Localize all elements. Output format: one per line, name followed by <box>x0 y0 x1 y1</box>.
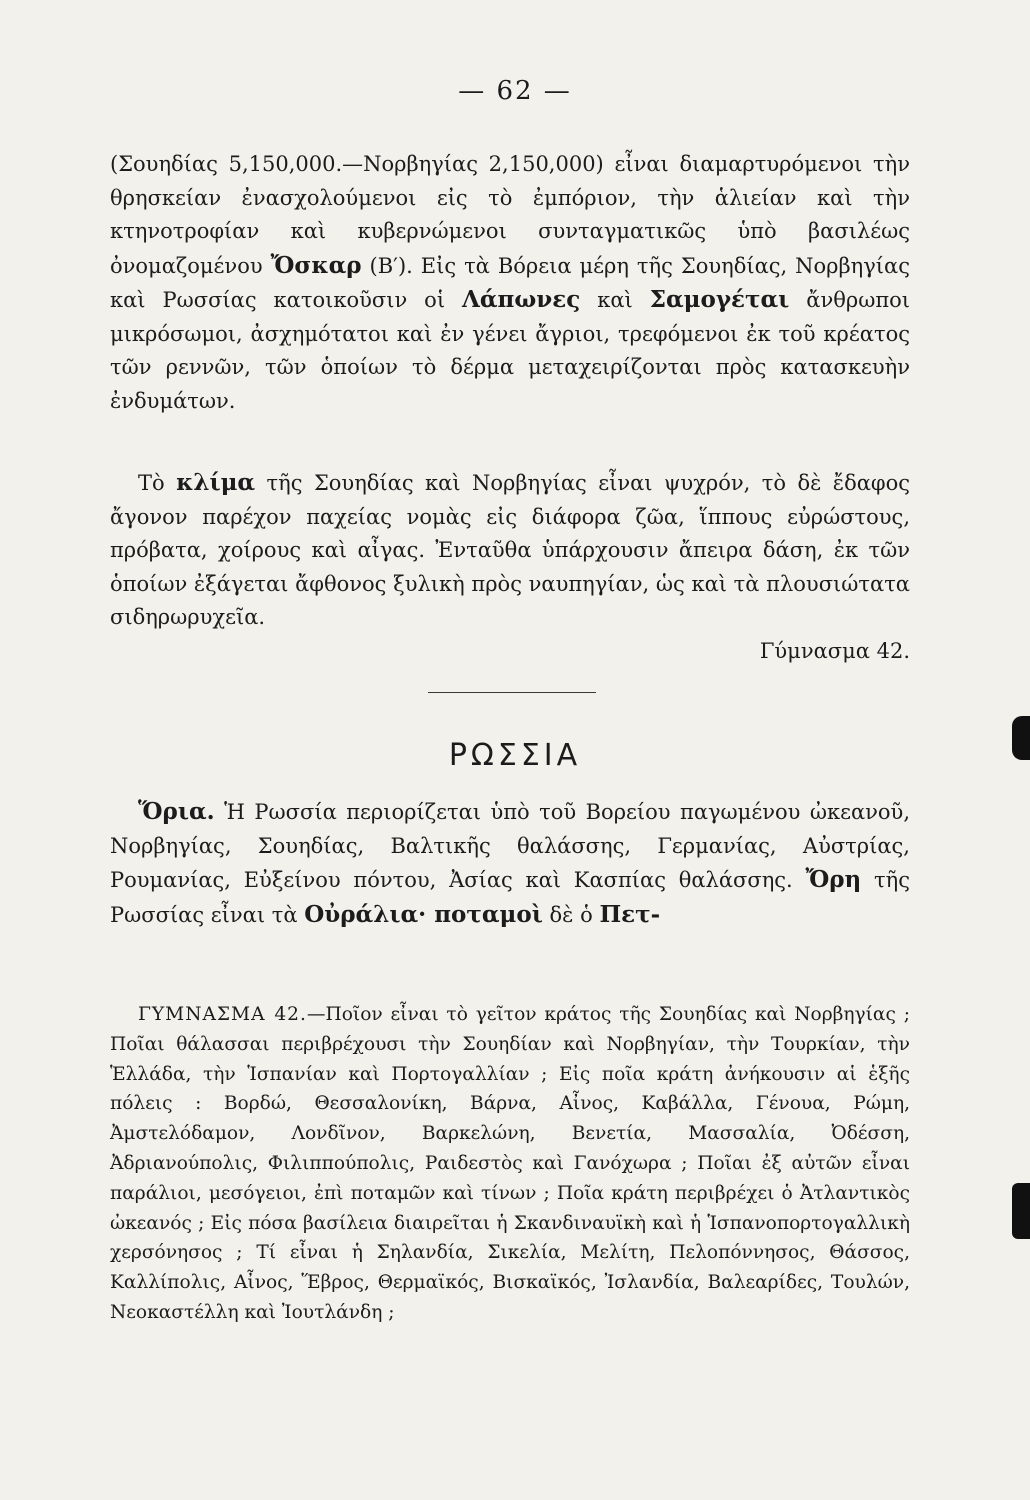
paragraph-text: (Σουηδίας 5,150,000.—Νορβηγίας 2,150,000) εἶναι διαμαρτυρόμενοι τὴν θρησκείαν ἐνασχολούμενοι εἰς τὸ ἐμπόριον, τὴν ἁλιείαν καὶ τὴν κτηνοτροφίαν καὶ κυβερνώμενοι συνταγματικῶς ὑπὸ βασιλέως ὀνομαζομένου <box>110 152 910 278</box>
exercise-label: ΓΥΜΝΑΣΜΑ 42. <box>138 1004 307 1025</box>
keyword-climate: κλίμα <box>176 469 256 496</box>
paragraph-climate <box>110 466 910 668</box>
river-name: Πετ- <box>599 900 661 928</box>
people-lapps: Λάπωνες <box>462 286 581 313</box>
paragraph-text: δὲ ὁ <box>542 902 600 927</box>
paragraph-text: καὶ <box>580 288 650 312</box>
label-mountains: Ὄρη <box>805 866 862 893</box>
binding-mark <box>1012 1183 1030 1239</box>
label-borders: Ὅρια. <box>138 798 215 825</box>
exercise-text: —Ποῖον εἶναι τὸ γεῖτον κράτος τῆς Σουηδίας καὶ Νορβηγίας ; Ποῖαι θάλασσαι περιβρέχουσι τὴν Σουηδίαν καὶ Νορβηγίαν, τὴν Τουρκίαν, τὴν Ἑλλάδα, τὴν Ἱσπανίαν καὶ Πορτογαλλίαν ; Εἰς ποῖα κράτη ἀνήκουσιν αἱ ἑξῆς πόλεις : Βορδώ, Θεσσαλονίκη, Βάρνα, Αἶνος, Καβάλλα, Γένουα, Ρώμη, Ἀμστελόδαμον, Λονδῖνον, Βαρκελώνη, Βενετία, Μασσαλία, Ὀδέσση, Ἀδριανούπολις, Φιλιππούπολις, Ραιδεστὸς καὶ Γανόχωρα ; Ποῖαι ἐξ αὐτῶν εἶναι παράλιοι, μεσόγειοι, ἐπὶ ποταμῶν καὶ τίνων ; Ποῖα κράτη περιβρέχει ὁ Ἀτλαντικὸς ὠκεανός ; Εἰς πόσα βασίλεια διαιρεῖται ἡ Σκανδιναυϊκὴ καὶ ἡ Ἱσπανοπορτογαλλικὴ χερσόνησος ; Τί εἶναι ἡ Σηλανδία, Σικελία, Μελίτη, Πελοπόννησος, Θάσσος, Καλλίπολις, Αἶνος, Ἕβρος, Θερμαϊκός, Βισκαϊκός, Ἰσλανδία, Βαλεαρίδες, Τουλών, Νεοκαστέλλη καὶ Ἰουτλάνδη ; <box>110 1004 910 1323</box>
people-samoyeds: Σαμογέται <box>649 286 790 313</box>
page-number: — 62 — <box>458 76 572 106</box>
section-divider <box>428 692 596 693</box>
binding-mark <box>1012 716 1030 760</box>
paragraph-text: Ἡ Ρωσσία περιορίζεται ὑπὸ τοῦ Βορείου παγωμένου ὠκεανοῦ, Νορβηγίας, Σουηδίας, Βαλτικῆς θαλάσσης, Γερμανίας, Αὐστρίας, Ρουμανίας, Εὐξείνου πόντου, Ἀσίας καὶ Κασπίας θαλάσσης. <box>110 800 910 892</box>
king-name: Ὄσκαρ <box>270 251 362 279</box>
paragraph-text: Τὸ <box>138 471 177 495</box>
mountains-urals: Οὐράλια· <box>304 900 427 928</box>
paragraph-text: τῆς Ρωσσίας εἶναι τὰ <box>110 868 911 927</box>
paragraph-text: (Β′). Εἰς τὰ Βόρεια μέρη τῆς Σουηδίας, Νορβηγίας καὶ Ρωσσίας κατοικοῦσιν οἱ <box>110 253 910 312</box>
paragraph-russia-borders <box>110 795 910 932</box>
exercise-reference: Γύμνασμα 42. <box>759 638 910 663</box>
exercise-block <box>110 1000 910 1328</box>
paragraph-scandinavia-people <box>110 148 910 418</box>
paragraph-text: ἄνθρωποι μικρόσωμοι, ἀσχημότατοι καὶ ἐν γένει ἄγριοι, τρεφόμενοι ἐκ τοῦ κρέατος τῶν ρεννῶν, τῶν ὁποίων τὸ δέρμα μεταχειρίζονται πρὸς κατασκευὴν ἐνδυμάτων. <box>110 288 911 413</box>
paragraph-text: τῆς Σουηδίας καὶ Νορβηγίας εἶναι ψυχρόν, τὸ δὲ ἔδαφος ἄγονον παρέχον παχείας νομὰς εἰς διάφορα ζῶα, ἵππους εὐρώστους, πρόβατα, χοίρους καὶ αἶγας. Ἐνταῦθα ὑπάρχουσιν ἄπειρα δάση, ἐκ τῶν ὁποίων ἐξάγεται ἄφθονος ξυλικὴ πρὸς ναυπηγίαν, ὡς καὶ τὰ πλουσιώτατα σιδηρωρυχεῖα. <box>110 471 911 629</box>
label-rivers: ποταμοὶ <box>426 900 543 928</box>
section-title: ΡΩΣΣΙΑ <box>448 738 582 773</box>
